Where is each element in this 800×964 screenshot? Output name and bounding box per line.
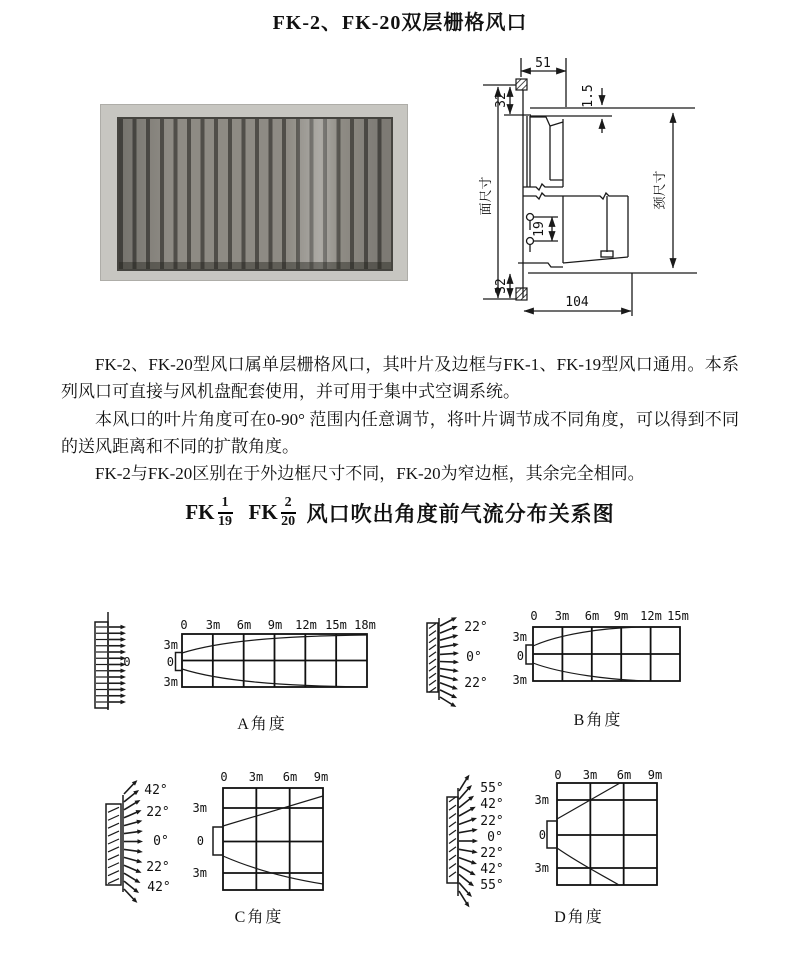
airflow-arrowhead (471, 860, 477, 864)
airflow-arrowhead (453, 668, 459, 673)
dim-32-top: 32 (494, 92, 509, 108)
airflow-arrowhead (453, 660, 459, 665)
chart-a-title: A角度 (237, 716, 287, 733)
airflow-arrow (124, 783, 135, 794)
airflow-arrow (124, 832, 139, 834)
slat-tick (429, 645, 436, 650)
airflow-arrow (124, 865, 138, 871)
svg-text:0: 0 (530, 609, 538, 623)
airflow-arrow (440, 645, 455, 648)
airflow-arrow (124, 812, 138, 818)
airflow-arrowhead (472, 828, 478, 833)
paragraph-3: FK-2与FK-20区别在于外边框尺寸不同，FK-20为窄边框，其余完全相同。 (95, 464, 645, 484)
slat-tick (108, 863, 119, 868)
svg-text:0: 0 (166, 655, 174, 669)
airflow-arrowhead (136, 820, 142, 824)
svg-text:42°: 42° (147, 880, 171, 895)
svg-text:22°: 22° (146, 860, 170, 875)
distribution-grid (557, 783, 657, 885)
slat-tick (449, 830, 456, 835)
outlet-symbol (95, 612, 126, 710)
svg-text:0: 0 (516, 649, 524, 663)
svg-text:0°: 0° (466, 650, 482, 665)
airflow-arrowhead (121, 625, 127, 630)
airflow-arrowhead (453, 677, 459, 681)
svg-text:3m: 3m (248, 770, 264, 784)
subtitle-text: 风口吹出角度前气流分布关系图 (306, 501, 615, 526)
flange-section-bottom (516, 288, 527, 300)
svg-text:3m: 3m (192, 801, 207, 815)
chart-b (427, 609, 689, 729)
airflow-arrowhead (121, 643, 127, 648)
airflow-arrow (440, 669, 455, 671)
dim-1-5: 1.5 (581, 84, 596, 108)
outlet-symbol (427, 617, 459, 707)
airflow-boundary-upper (223, 796, 323, 826)
airflow-arrow (459, 849, 474, 852)
svg-text:9m: 9m (313, 770, 329, 784)
airflow-arrowhead (121, 681, 127, 686)
airflow-arrowhead (471, 818, 477, 822)
outlet-symbol (106, 780, 143, 903)
svg-text:0: 0 (180, 618, 188, 632)
airflow-arrow (459, 798, 471, 808)
chart-d (447, 768, 662, 926)
paragraph-2: 本风口的叶片角度可在0-90° 范围内任意调节，将叶片调节成不同角度，可以得到不同的送风距离和不同的扩散角度。 (61, 409, 739, 456)
airflow-arrow (124, 802, 137, 810)
slat-tick (108, 815, 119, 820)
flange-section-top (516, 79, 527, 90)
airflow-arrow (124, 873, 137, 881)
airflow-arrow (440, 628, 454, 634)
slat-tick (429, 659, 436, 664)
dimension-drawing (470, 50, 800, 320)
page-title: FK-2、FK-20双层栅格风口 (272, 12, 528, 34)
airflow-arrow (124, 822, 138, 826)
svg-text:42°: 42° (144, 783, 168, 798)
svg-text:42°: 42° (480, 862, 504, 877)
airflow-arrowhead (121, 675, 127, 680)
outlet-neck (547, 821, 557, 848)
grille-slats-image (117, 117, 393, 271)
svg-text:22°: 22° (464, 676, 488, 691)
dimension-lines (483, 58, 673, 316)
svg-text:3m: 3m (582, 768, 598, 782)
slat-tick (449, 864, 456, 869)
airflow-arrowhead (136, 810, 142, 814)
svg-text:0: 0 (220, 770, 228, 784)
distribution-grid (223, 788, 323, 890)
svg-text:0: 0 (196, 834, 204, 848)
airflow-boundary-lower (533, 663, 648, 681)
airflow-arrowhead (452, 685, 458, 689)
svg-text:3m: 3m (512, 630, 527, 644)
airflow-arrowhead (121, 693, 127, 698)
svg-text:55°: 55° (480, 781, 504, 796)
slat-tick (108, 871, 119, 876)
grid-border (557, 783, 657, 885)
airflow-arrowhead (137, 829, 143, 834)
slat-tick (449, 814, 456, 819)
airflow-arrowhead (121, 687, 127, 692)
slat-tick (108, 823, 119, 828)
face-dimension-label: 面尺寸 (478, 176, 493, 216)
dim-19: 19 (532, 221, 547, 237)
airflow-arrowhead (121, 637, 127, 642)
airflow-arrowhead (121, 700, 127, 705)
svg-text:3m: 3m (512, 673, 527, 687)
svg-text:3m: 3m (205, 618, 221, 632)
svg-text:18m: 18m (354, 618, 376, 632)
airflow-arrow (459, 830, 474, 833)
airflow-boundary-lower (557, 848, 619, 885)
airflow-arrowhead (472, 849, 478, 854)
svg-text:9m: 9m (647, 768, 663, 782)
airflow-arrow (459, 891, 467, 904)
airflow-arrow (440, 662, 455, 663)
airflow-arrowhead (121, 631, 127, 636)
outlet-angle-label: 0 (123, 655, 131, 669)
airflow-arrowhead (121, 650, 127, 655)
outlet-neck (176, 653, 183, 671)
svg-text:22°: 22° (480, 814, 504, 829)
airflow-arrowhead (136, 859, 142, 863)
svg-text:12m: 12m (295, 618, 317, 632)
slat-tick (429, 673, 436, 678)
chart-a (95, 612, 376, 733)
airflow-arrow (459, 858, 473, 863)
slat-tick (449, 822, 456, 827)
airflow-arrow (459, 819, 473, 824)
svg-text:3m: 3m (192, 866, 207, 880)
svg-text:3m: 3m (554, 609, 570, 623)
neck-dimension-label: 颈尺寸 (652, 170, 667, 210)
svg-text:3m: 3m (163, 638, 178, 652)
svg-text:3m: 3m (534, 793, 549, 807)
airflow-arrow (459, 778, 467, 791)
body-text (61, 351, 739, 487)
slat-tick (449, 855, 456, 860)
section-subtitle (0, 496, 800, 529)
svg-text:6m: 6m (584, 609, 600, 623)
chart-c-title: C角度 (234, 909, 284, 926)
airflow-arrow (459, 874, 471, 884)
slat-tick (108, 839, 119, 844)
airflow-boundary-upper (557, 783, 620, 819)
airflow-arrowhead (453, 643, 459, 648)
airflow-arrow (440, 690, 454, 697)
airflow-arrowhead (137, 849, 143, 854)
svg-text:22°: 22° (464, 620, 488, 635)
svg-text:15m: 15m (325, 618, 347, 632)
svg-text:9m: 9m (613, 609, 629, 623)
airflow-arrow (440, 697, 453, 705)
slat-tick (429, 652, 436, 657)
outlet-neck (213, 827, 223, 855)
airflow-arrow (124, 849, 139, 851)
outlet-frame (447, 797, 458, 883)
airflow-arrowhead (138, 839, 144, 844)
airflow-arrow (440, 676, 455, 680)
airflow-arrow (440, 653, 455, 654)
fk-prefix-1: FK (185, 500, 215, 525)
svg-text:6m: 6m (616, 768, 632, 782)
fraction-2-20: $\frac{2}{20}$ (281, 495, 296, 529)
slat-tick (108, 831, 119, 836)
airflow-arrow (124, 881, 136, 891)
airflow-arrow (459, 866, 472, 873)
slat-tick (449, 839, 456, 844)
dim-51: 51 (535, 56, 551, 71)
slat-tick (108, 847, 119, 852)
svg-text:15m: 15m (667, 609, 689, 623)
airflow-arrowhead (452, 626, 458, 630)
svg-text:42°: 42° (480, 797, 504, 812)
paragraph-1: FK-2、FK-20型风口属单层栅格风口，其叶片及边框与FK-1、FK-19型风口通用。本系列风口可直接与风机盘配套使用，并可用于集中式空调系统。 (61, 355, 739, 402)
svg-text:3m: 3m (163, 675, 178, 689)
airflow-charts (80, 590, 740, 940)
airflow-boundary-lower (223, 856, 323, 884)
slat-tick (108, 879, 119, 884)
slat-tick (449, 805, 456, 810)
fraction-1-19: $\frac{1}{19}$ (218, 495, 232, 529)
svg-text:22°: 22° (146, 805, 170, 820)
svg-text:0°: 0° (153, 834, 169, 849)
chart-d-title: D角度 (554, 909, 604, 926)
airflow-arrowhead (473, 839, 479, 844)
airflow-arrow (124, 792, 136, 802)
slat-tick (429, 666, 436, 671)
airflow-arrowhead (121, 668, 127, 673)
airflow-arrowhead (136, 869, 142, 873)
chart-b-title: B角度 (573, 712, 623, 729)
svg-text:22°: 22° (480, 846, 504, 861)
outlet-neck (526, 645, 533, 664)
fk-prefix-2: FK (248, 500, 278, 525)
frame-profile (518, 90, 697, 298)
outlet-symbol (447, 775, 478, 908)
svg-text:0: 0 (538, 828, 546, 842)
airflow-arrow (124, 889, 135, 900)
slat-tick (449, 847, 456, 852)
distribution-grid (533, 627, 680, 681)
slat-tick (429, 680, 436, 685)
airflow-arrow (440, 636, 454, 640)
airflow-arrow (459, 809, 472, 816)
dim-104: 104 (565, 295, 589, 310)
distribution-grid (182, 634, 367, 687)
dim-32-bottom: 32 (494, 278, 509, 294)
svg-text:6m: 6m (282, 770, 298, 784)
slat-tick (429, 638, 436, 643)
slat-tick (449, 872, 456, 877)
svg-text:0°: 0° (487, 830, 503, 845)
airflow-arrow (124, 857, 138, 861)
airflow-arrow (440, 683, 454, 688)
grid-border (223, 788, 323, 890)
airflow-arrowhead (452, 634, 458, 638)
airflow-arrow (440, 619, 453, 626)
slat-tick (108, 807, 119, 812)
airflow-boundary-upper (533, 627, 641, 646)
svg-text:0: 0 (554, 768, 562, 782)
slat-tick (429, 624, 436, 629)
product-photo (100, 104, 408, 281)
svg-text:12m: 12m (640, 609, 662, 623)
svg-text:9m: 9m (267, 618, 283, 632)
chart-c (106, 770, 328, 926)
slat-tick (108, 855, 119, 860)
svg-text:3m: 3m (534, 861, 549, 875)
svg-text:55°: 55° (480, 878, 504, 893)
svg-text:6m: 6m (236, 618, 252, 632)
airflow-arrowhead (453, 651, 459, 656)
slat-tick (429, 631, 436, 636)
